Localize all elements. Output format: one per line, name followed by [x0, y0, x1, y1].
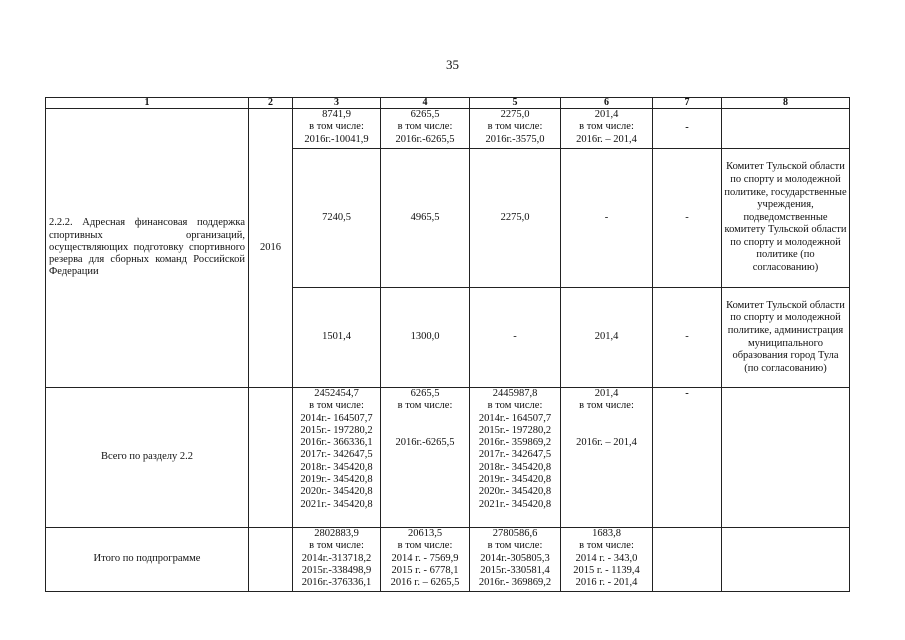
row-b-col5: - — [470, 288, 561, 388]
subprogram-total-col5: 2780586,6 в том числе: 2014г.-305805,3 2015г.-330581,4 2016г.- 369869,2 — [470, 528, 561, 592]
section-total-label: Всего по разделу 2.2 — [46, 388, 249, 528]
header-col-7: 7 — [653, 98, 722, 109]
section-total-col3: 2452454,7 в том числе: 2014г.- 164507,7 2015г.- 197280,2 2016г.- 366336,1 2017г.- 342647,5 2018г.- 345420,8 2019г.- 345420,8 2020г.- 345420,8 2021г.- 345420,8 — [293, 388, 381, 528]
header-col-6: 6 — [561, 98, 653, 109]
measure-total-col8 — [722, 109, 850, 149]
measure-total-col4: 6265,5 в том числе: 2016г.-6265,5 — [381, 109, 470, 149]
subprogram-total-col6: 1683,8 в том числе: 2014 г. - 343,0 2015 г. - 1139,4 2016 г. - 201,4 — [561, 528, 653, 592]
header-col-2: 2 — [249, 98, 293, 109]
row-b-col3: 1501,4 — [293, 288, 381, 388]
subprogram-total-col3: 2802883,9 в том числе: 2014г.-313718,2 2015г.-338498,9 2016г.-376336,1 — [293, 528, 381, 592]
subprogram-total-col7 — [653, 528, 722, 592]
table-row — [46, 528, 850, 592]
subprogram-total-col4: 20613,5 в том числе: 2014 г. - 7569,9 2015 г. - 6778,1 2016 г. – 6265,5 — [381, 528, 470, 592]
row-a-col5: 2275,0 — [470, 149, 561, 288]
measure-year: 2016 — [249, 109, 293, 388]
measure-total-col7: - — [653, 109, 722, 149]
header-col-1: 1 — [46, 98, 249, 109]
section-total-col8 — [722, 388, 850, 528]
header-col-5: 5 — [470, 98, 561, 109]
table-row — [46, 388, 850, 528]
section-total-col2 — [249, 388, 293, 528]
subprogram-total-col2 — [249, 528, 293, 592]
row-a-col6: - — [561, 149, 653, 288]
row-b-col6: 201,4 — [561, 288, 653, 388]
subprogram-total-label: Итого по подпрограмме — [46, 528, 249, 592]
measure-description: 2.2.2. Адресная финансовая поддержка спортивных организаций, осуществляющих подготовку спортивного резерва для сборных команд Российской Федерации — [46, 109, 249, 388]
header-col-8: 8 — [722, 98, 850, 109]
measure-total-col6: 201,4 в том числе: 2016г. – 201,4 — [561, 109, 653, 149]
table-row — [46, 109, 850, 149]
row-a-responsible: Комитет Тульской области по спорту и молодежной политике, государственные учреждения, подведомственные комитету Тульской области по спорту и молодежной политике (по согласованию) — [722, 149, 850, 288]
row-b-col4: 1300,0 — [381, 288, 470, 388]
section-total-col7: - — [653, 388, 722, 528]
row-a-col3: 7240,5 — [293, 149, 381, 288]
financing-table — [45, 97, 850, 592]
section-total-col5: 2445987,8 в том числе: 2014г.- 164507,7 2015г.- 197280,2 2016г.- 359869,2 2017г.- 342647,5 2018г.- 345420,8 2019г.- 345420,8 2020г.- 345420,8 2021г.- 345420,8 — [470, 388, 561, 528]
page-number: 35 — [446, 57, 459, 72]
subprogram-total-col8 — [722, 528, 850, 592]
header-col-4: 4 — [381, 98, 470, 109]
section-total-col6: 201,4 в том числе: 2016г. – 201,4 — [561, 388, 653, 528]
row-a-col4: 4965,5 — [381, 149, 470, 288]
row-a-col7: - — [653, 149, 722, 288]
row-b-col7: - — [653, 288, 722, 388]
measure-total-col3: 8741,9 в том числе: 2016г.-10041,9 — [293, 109, 381, 149]
row-b-responsible: Комитет Тульской области по спорту и молодежной политике, администрация муниципального образования город Тула (по согласованию) — [722, 288, 850, 388]
column-number-row — [46, 98, 850, 109]
section-total-col4: 6265,5 в том числе: 2016г.-6265,5 — [381, 388, 470, 528]
measure-total-col5: 2275,0 в том числе: 2016г.-3575,0 — [470, 109, 561, 149]
header-col-3: 3 — [293, 98, 381, 109]
